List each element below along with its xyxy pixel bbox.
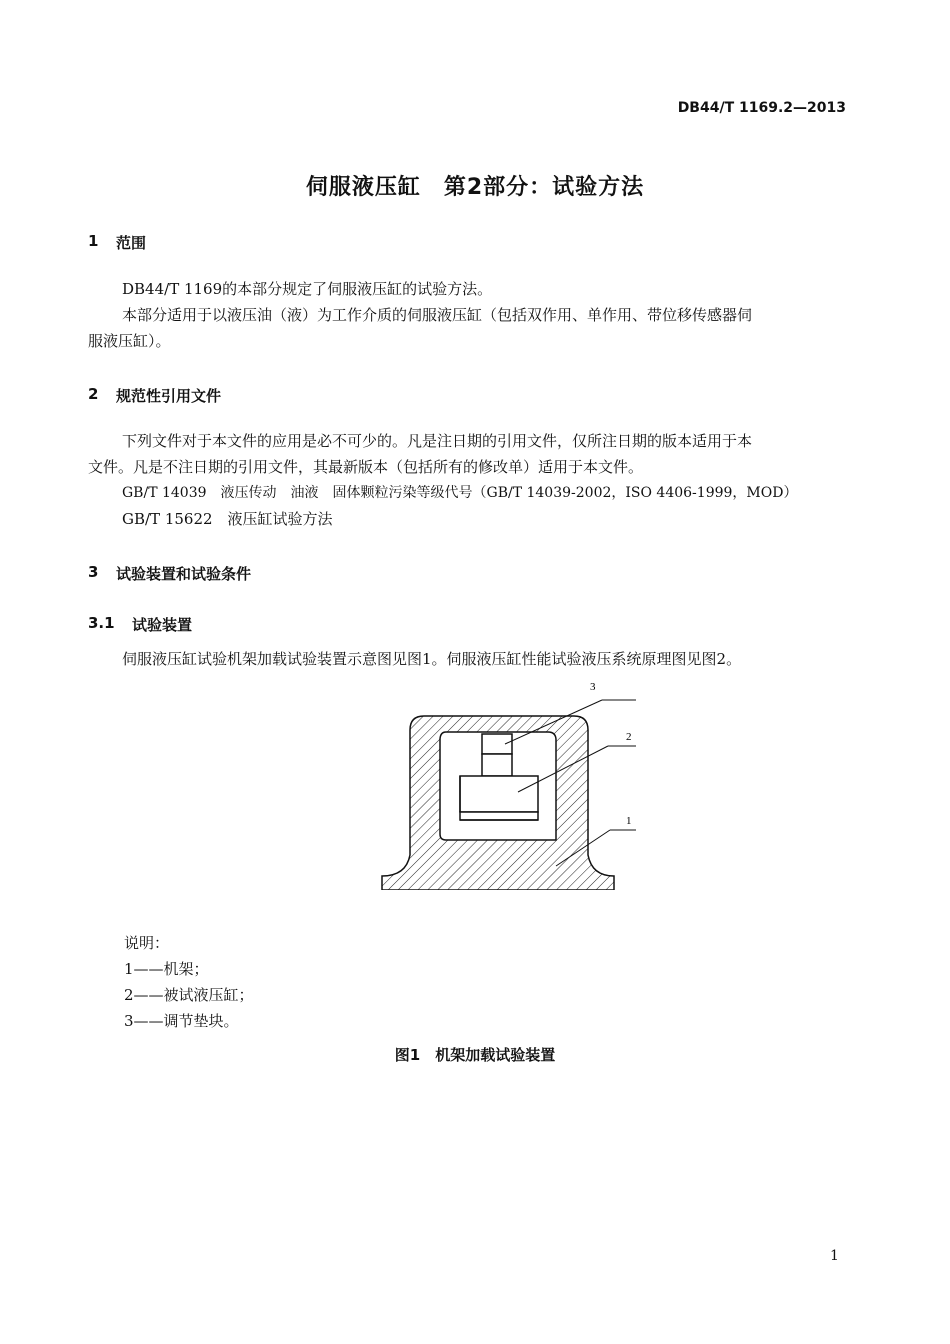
section-3-1-number: 3.1 — [88, 614, 115, 632]
tested-cylinder-rod — [482, 754, 512, 776]
section-1-heading: 范围 — [116, 234, 147, 252]
legend-title: 说明： — [124, 934, 170, 952]
section-1-number: 1 — [88, 232, 99, 250]
callout-1: 1 — [626, 815, 632, 827]
figure-caption: 图1 机架加载试验装置 — [394, 1046, 556, 1064]
section-3-heading: 试验装置和试验条件 — [116, 565, 252, 583]
frame-loading-diagram — [370, 680, 650, 890]
section-2-heading: 规范性引用文件 — [116, 387, 222, 405]
tested-cylinder-body — [460, 776, 538, 812]
section-3-number: 3 — [88, 563, 99, 581]
reference-gbt-15622: GB/T 15622 液压缸试验方法 — [122, 510, 333, 528]
page-number: 1 — [830, 1248, 839, 1264]
adjusting-block — [482, 734, 512, 754]
section-2-paragraph-2: 文件。凡是不注日期的引用文件，其最新版本（包括所有的修改单）适用于本文件。 — [88, 458, 644, 476]
callout-2: 2 — [626, 731, 632, 743]
section-2-paragraph-1: 下列文件对于本文件的应用是必不可少的。凡是注日期的引用文件，仅所注日期的版本适用于本 — [122, 432, 753, 450]
reference-gbt-14039: GB/T 14039 液压传动 油液 固体颗粒污染等级代号（GB/T 14039-2002，ISO 4406-1999，MOD） — [122, 485, 798, 501]
callout-3: 3 — [590, 681, 596, 693]
standard-code: DB44/T 1169.2—2013 — [677, 100, 846, 116]
section-1-paragraph-1: DB44/T 1169的本部分规定了伺服液压缸的试验方法。 — [122, 280, 493, 298]
section-3-1-heading: 试验装置 — [132, 616, 193, 634]
legend-item-3: 3——调节垫块。 — [124, 1012, 239, 1030]
section-1-paragraph-2: 本部分适用于以液压油（液）为工作介质的伺服液压缸（包括双作用、单作用、带位移传感器伺 — [122, 306, 753, 324]
document-title: 伺服液压缸 第2部分：试验方法 — [305, 175, 645, 200]
legend-item-1: 1——机架； — [124, 960, 209, 978]
section-2-number: 2 — [88, 385, 99, 403]
legend-item-2: 2——被试液压缸； — [124, 986, 254, 1004]
base-plate — [460, 812, 538, 820]
section-3-1-paragraph: 伺服液压缸试验机架加载试验装置示意图见图1。伺服液压缸性能试验液压系统原理图见图2。 — [122, 650, 742, 668]
section-1-paragraph-3: 服液压缸）。 — [88, 332, 171, 350]
